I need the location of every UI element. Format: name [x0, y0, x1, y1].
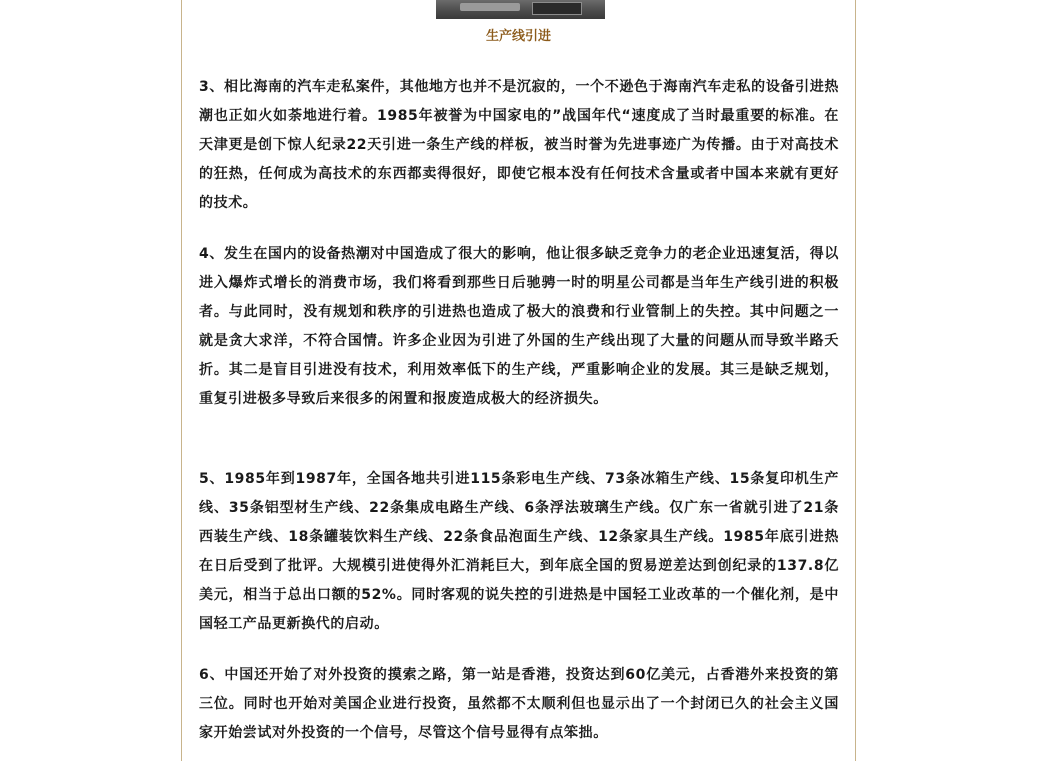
photo-caption: 生产线引进 [485, 29, 551, 44]
photo-panel-detail [532, 2, 582, 15]
paragraph-5: 5、1985年到1987年，全国各地共引进115条彩电生产线、73条冰箱生产线、15条复印机生产线、35条铝型材生产线、22条集成电路生产线、6条浮法玻璃生产线。仅广东一省就引进了21条西装生产线、18条罐装饮料生产线、22条食品泡面生产线、12条家具生产线。1985年底引进热在日后受到了批评。大规模引进使得外汇消耗巨大，到年底全国的贸易逆差达到创纪录的137.8亿美元，相当于总出口额的52%。同时客观的说失控的引进热是中国轻工业改革的一个催化剂，是中国轻工产品更新换代的启动。 [199, 471, 839, 632]
production-line-photo [436, 0, 605, 19]
paragraph-6: 6、中国还开始了对外投资的摸索之路，第一站是香港，投资达到60亿美元，占香港外来投资的第三位。同时也开始对美国企业进行投资，虽然都不太顺利但也显示出了一个封闭已久的社会主义国家开始尝试对外投资的一个信号，尽管这个信号显得有点笨拙。 [199, 667, 839, 741]
paragraph-3: 3、相比海南的汽车走私案件，其他地方也并不是沉寂的，一个不逊色于海南汽车走私的设备引进热潮也正如火如荼地进行着。1985年被誉为中国家电的”战国年代“速度成了当时最重要的标准。在天津更是创下惊人纪录22天引进一条生产线的样板，被当时誉为先进事迹广为传播。由于对高技术的狂热，任何成为高技术的东西都卖得很好，即使它根本没有任何技术含量或者中国本来就有更好的技术。 [199, 79, 839, 211]
paragraph-4: 4、发生在国内的设备热潮对中国造成了很大的影响，他让很多缺乏竞争力的老企业迅速复活，得以进入爆炸式增长的消费市场，我们将看到那些日后驰骋一时的明星公司都是当年生产线引进的积极者。与此同时，没有规划和秩序的引进热也造成了极大的浪费和行业管制上的失控。其中问题之一就是贪大求洋，不符合国情。许多企业因为引进了外国的生产线出现了大量的问题从而导致半路夭折。其二是盲目引进没有技术，利用效率低下的生产线，严重影响企业的发展。其三是缺乏规划，重复引进极多导致后来很多的闲置和报废造成极大的经济损失。 [199, 246, 839, 407]
article-column [181, 0, 856, 761]
photo-machine-detail [460, 3, 520, 11]
